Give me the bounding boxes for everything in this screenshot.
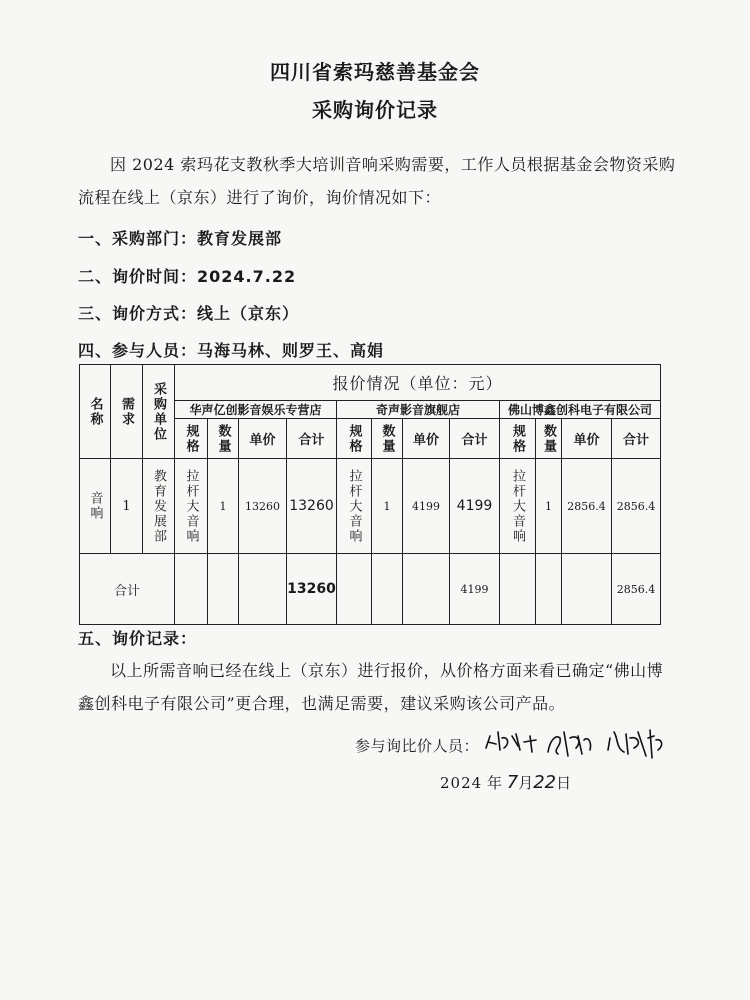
record-label: 五、询价记录： bbox=[78, 629, 198, 648]
item-unit-cell: 教育发展部 bbox=[143, 459, 175, 554]
col-unit-header: 采购单位 bbox=[143, 365, 175, 459]
qty-cell: 1 bbox=[372, 459, 403, 554]
record-paragraph: 以上所需音响已经在线上（京东）进行报价，从价格方面来看已确定“佛山博鑫创科电子有限公司”更合理，也满足需要，建议采购该公司产品。 bbox=[78, 661, 664, 713]
doc-title: 采购询价记录 bbox=[312, 98, 438, 122]
price-cell: 2856.4 bbox=[562, 459, 612, 554]
spec-cell: 拉杆大音响 bbox=[337, 459, 372, 554]
method-value: 线上（京东） bbox=[197, 304, 300, 323]
people-value: 马海马林、则罗王、高娟 bbox=[197, 341, 385, 360]
dept-line bbox=[78, 226, 282, 249]
dept-value: 教育发展部 bbox=[197, 229, 283, 248]
spec-cell: 拉杆大音响 bbox=[500, 459, 536, 554]
price-cell: 13260 bbox=[239, 459, 287, 554]
method-line bbox=[78, 301, 299, 324]
quote-title: 报价情况（单位：元） bbox=[175, 365, 661, 401]
signature-date: 2024 年 7月22日 bbox=[440, 772, 572, 793]
price-header: 单价 bbox=[403, 419, 450, 459]
date-day: 22 bbox=[533, 772, 557, 793]
signers-label: 参与询比价人员： bbox=[355, 737, 480, 755]
people-label: 四、参与人员： bbox=[78, 341, 198, 360]
spec-header: 规格 bbox=[175, 419, 208, 459]
price-header: 单价 bbox=[562, 419, 612, 459]
col-demand-header: 需求 bbox=[111, 365, 143, 459]
store-3-header: 佛山博鑫创科电子有限公司 bbox=[500, 401, 661, 419]
total-cell: 4199 bbox=[450, 459, 500, 554]
qty-cell: 1 bbox=[208, 459, 239, 554]
table-row bbox=[80, 459, 661, 554]
people-line bbox=[78, 338, 384, 361]
total-cell: 2856.4 bbox=[612, 459, 661, 554]
price-header: 单价 bbox=[239, 419, 287, 459]
quote-table bbox=[79, 364, 661, 625]
qty-header: 数量 bbox=[208, 419, 239, 459]
time-line bbox=[78, 264, 296, 287]
store-1-header: 华声亿创影音娱乐专营店 bbox=[175, 401, 337, 419]
total-header: 合计 bbox=[450, 419, 500, 459]
total-row bbox=[80, 554, 661, 625]
qty-cell: 1 bbox=[536, 459, 562, 554]
total-cell: 13260 bbox=[287, 459, 337, 554]
date-month: 7 bbox=[506, 772, 519, 793]
spec-cell: 拉杆大音响 bbox=[175, 459, 208, 554]
qty-header: 数量 bbox=[372, 419, 403, 459]
qty-header: 数量 bbox=[536, 419, 562, 459]
method-label: 三、询价方式： bbox=[78, 304, 198, 323]
org-title: 四川省索玛慈善基金会 bbox=[270, 60, 480, 84]
total-row-label: 合计 bbox=[80, 554, 175, 625]
handwritten-signatures bbox=[478, 718, 718, 763]
item-demand-cell: 1 bbox=[111, 459, 143, 554]
store-2-header: 奇声影音旗舰店 bbox=[337, 401, 500, 419]
spec-header: 规格 bbox=[337, 419, 372, 459]
intro-paragraph: 因 2024 索玛花支教秋季大培训音响采购需要，工作人员根据基金会物资采购流程在线上（京东）进行了询价，询价情况如下： bbox=[78, 155, 676, 207]
total-value-3: 2856.4 bbox=[612, 554, 661, 625]
time-value: 2024.7.22 bbox=[197, 267, 297, 286]
col-name-header: 名称 bbox=[80, 365, 111, 459]
price-cell: 4199 bbox=[403, 459, 450, 554]
time-label: 二、询价时间： bbox=[78, 267, 198, 286]
total-header: 合计 bbox=[612, 419, 661, 459]
dept-label: 一、采购部门： bbox=[78, 229, 198, 248]
total-value-2: 4199 bbox=[450, 554, 500, 625]
total-header: 合计 bbox=[287, 419, 337, 459]
spec-header: 规格 bbox=[500, 419, 536, 459]
item-name-cell: 音响 bbox=[80, 459, 111, 554]
total-value-1: 13260 bbox=[287, 554, 337, 625]
